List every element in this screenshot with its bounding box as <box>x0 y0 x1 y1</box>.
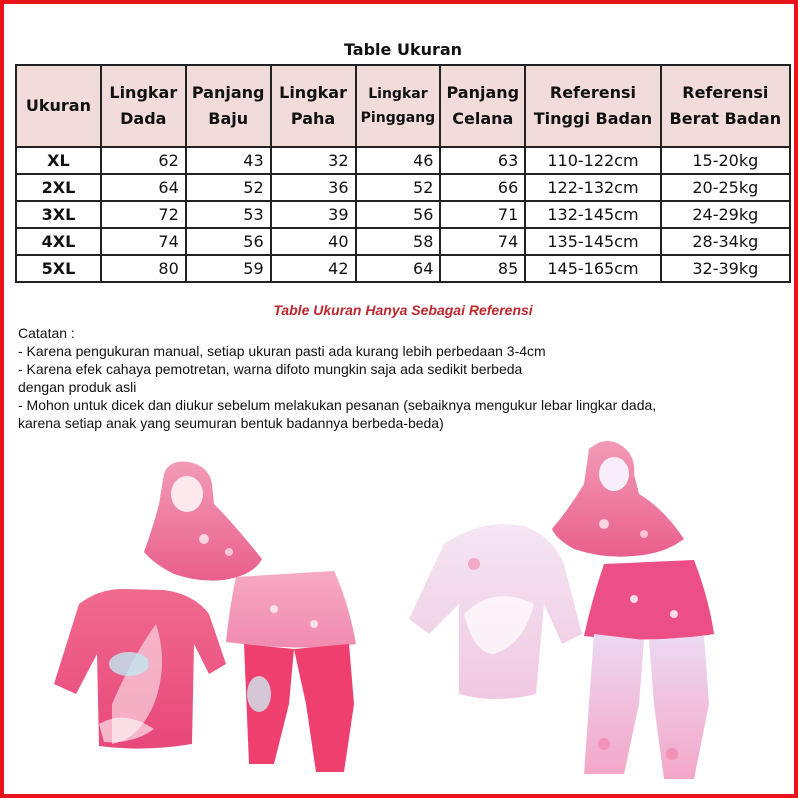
right-leggings <box>584 634 709 779</box>
left-outfit-set <box>54 462 356 773</box>
notes-heading: Catatan : <box>18 325 75 341</box>
lingkar-pinggang-value: 64 <box>356 255 441 282</box>
berat-badan-value: 15-20kg <box>661 147 790 174</box>
tinggi-badan-value: 135-145cm <box>525 228 660 255</box>
note-line: karena setiap anak yang seumuran bentuk badannya berbeda-beda) <box>18 415 444 431</box>
lingkar-paha-value: 32 <box>271 147 356 174</box>
size-label: XL <box>16 147 101 174</box>
berat-badan-value: 28-34kg <box>661 228 790 255</box>
tinggi-badan-value: 145-165cm <box>525 255 660 282</box>
size-label: 4XL <box>16 228 101 255</box>
note-line: dengan produk asli <box>18 379 137 395</box>
lingkar-dada-value: 74 <box>101 228 186 255</box>
panjang-celana-value: 66 <box>440 174 525 201</box>
lingkar-pinggang-value: 52 <box>356 174 441 201</box>
right-outfit-set <box>409 441 714 779</box>
lingkar-pinggang-value: 56 <box>356 201 441 228</box>
note-line: - Karena efek cahaya pemotretan, warna difoto mungkin saja ada sedikit berbeda <box>18 361 523 377</box>
lingkar-pinggang-value: 46 <box>356 147 441 174</box>
header-ukuran: Ukuran <box>16 65 101 147</box>
lingkar-paha-value: 42 <box>271 255 356 282</box>
header-tinggi-badan: Referensi Tinggi Badan <box>525 65 660 147</box>
note-line: - Karena pengukuran manual, setiap ukuran pasti ada kurang lebih perbedaan 3-4cm <box>18 343 546 359</box>
panjang-baju-value: 43 <box>186 147 271 174</box>
tinggi-badan-value: 122-132cm <box>525 174 660 201</box>
berat-badan-value: 24-29kg <box>661 201 790 228</box>
lingkar-dada-value: 62 <box>101 147 186 174</box>
size-label: 5XL <box>16 255 101 282</box>
berat-badan-value: 20-25kg <box>661 174 790 201</box>
panjang-baju-value: 53 <box>186 201 271 228</box>
header-lingkar-dada: Lingkar Dada <box>101 65 186 147</box>
lingkar-paha-value: 36 <box>271 174 356 201</box>
right-skirt <box>584 560 714 640</box>
left-leggings <box>244 644 354 772</box>
panjang-baju-value: 52 <box>186 174 271 201</box>
tinggi-badan-value: 132-145cm <box>525 201 660 228</box>
header-berat-badan: Referensi Berat Badan <box>661 65 790 147</box>
lingkar-dada-value: 72 <box>101 201 186 228</box>
lingkar-dada-value: 64 <box>101 174 186 201</box>
left-long-sleeve-top <box>54 589 226 749</box>
size-label: 2XL <box>16 174 101 201</box>
panjang-celana-value: 71 <box>440 201 525 228</box>
size-label: 3XL <box>16 201 101 228</box>
lingkar-paha-value: 40 <box>271 228 356 255</box>
right-hood <box>552 441 684 557</box>
right-long-sleeve-top <box>409 524 582 699</box>
reference-note: Table Ukuran Hanya Sebagai Referensi <box>273 302 533 318</box>
berat-badan-value: 32-39kg <box>661 255 790 282</box>
panjang-baju-value: 56 <box>186 228 271 255</box>
panjang-celana-value: 74 <box>440 228 525 255</box>
panjang-baju-value: 59 <box>186 255 271 282</box>
header-panjang-baju: Panjang Baju <box>186 65 271 147</box>
header-lingkar-paha: Lingkar Paha <box>271 65 356 147</box>
panjang-celana-value: 63 <box>440 147 525 174</box>
left-hood <box>144 462 262 581</box>
header-lingkar-pinggang: Lingkar Pinggang <box>356 65 441 147</box>
panjang-celana-value: 85 <box>440 255 525 282</box>
lingkar-paha-value: 39 <box>271 201 356 228</box>
left-skirt <box>226 571 356 648</box>
note-line: - Mohon untuk dicek dan diukur sebelum melakukan pesanan (sebaiknya mengukur lebar lingkar dada, <box>18 397 657 413</box>
lingkar-dada-value: 80 <box>101 255 186 282</box>
table-title: Table Ukuran <box>343 40 463 59</box>
header-panjang-celana: Panjang Celana <box>440 65 525 147</box>
lingkar-pinggang-value: 58 <box>356 228 441 255</box>
product-photo <box>4 4 794 794</box>
tinggi-badan-value: 110-122cm <box>525 147 660 174</box>
